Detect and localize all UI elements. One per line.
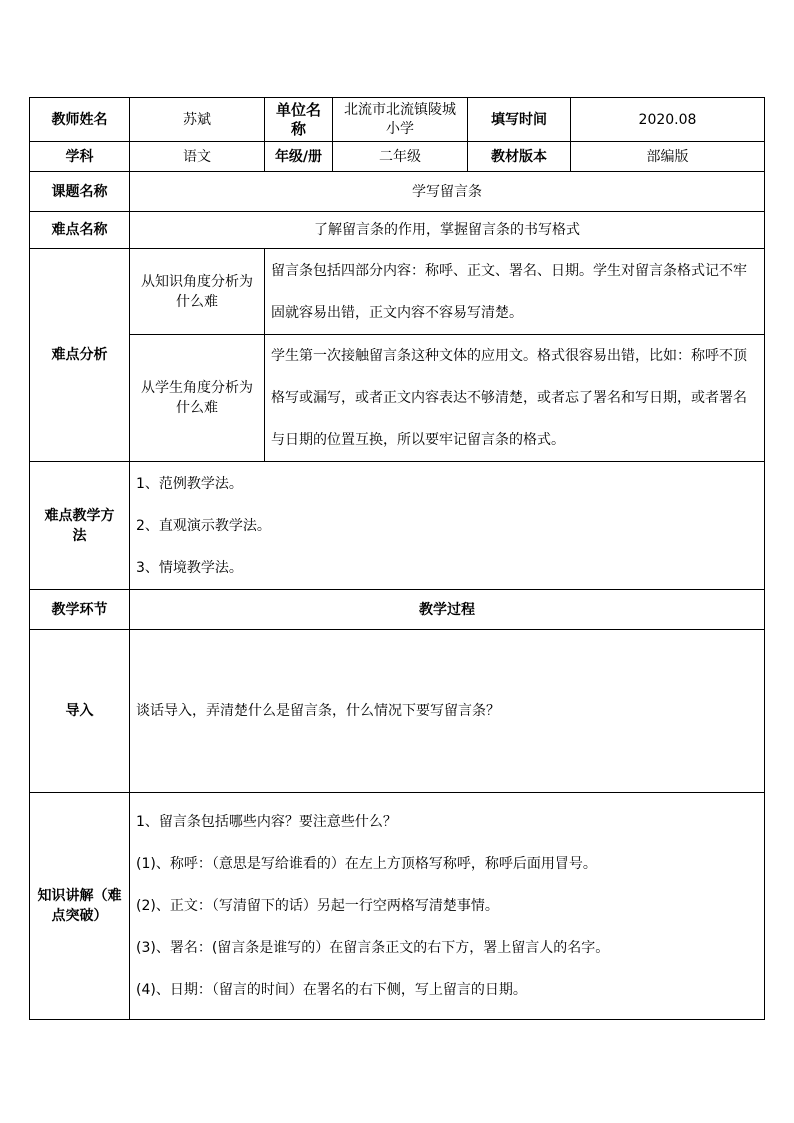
subject-value: 语文 [130, 142, 265, 172]
teacher-name-value: 苏斌 [130, 98, 265, 142]
method-item: 2、直观演示教学法。 [136, 517, 271, 534]
method-item: 1、范例教学法。 [136, 475, 243, 492]
grade-label: 年级/册 [265, 142, 333, 172]
knowledge-angle-text: 留言条包括四部分内容：称呼、正文、署名、日期。学生对留言条格式记不牢固就容易出错，正文内容不容易写清楚。 [265, 249, 765, 335]
knowledge-row [30, 793, 765, 1020]
topic-value: 学写留言条 [130, 172, 765, 212]
knowledge-line: (3)、署名：(留言条是谁写的）在留言条正文的右下方，署上留言人的名字。 [136, 940, 610, 956]
intro-label: 导入 [30, 630, 130, 793]
topic-label: 课题名称 [30, 172, 130, 212]
fill-time-value: 2020.08 [571, 98, 765, 142]
grade-value: 二年级 [333, 142, 468, 172]
process-header: 教学过程 [130, 590, 765, 630]
process-header-row [30, 590, 765, 630]
intro-row [30, 630, 765, 793]
step-header: 教学环节 [30, 590, 130, 630]
unit-label: 单位名称 [265, 98, 333, 142]
knowledge-angle-label: 从知识角度分析为什么难 [130, 249, 265, 335]
analysis-row-student [30, 335, 765, 462]
knowledge-label: 知识讲解（难点突破） [30, 793, 130, 1020]
header-row-2 [30, 142, 765, 172]
difficulty-label: 难点名称 [30, 212, 130, 249]
edition-label: 教材版本 [468, 142, 571, 172]
knowledge-line: (2)、正文：（写清留下的话）另起一行空两格写清楚事情。 [136, 898, 499, 914]
analysis-label: 难点分析 [30, 249, 130, 462]
student-angle-label: 从学生角度分析为什么难 [130, 335, 265, 462]
method-item: 3、情境教学法。 [136, 559, 243, 576]
knowledge-line: 1、留言条包括哪些内容？要注意些什么？ [136, 814, 397, 830]
student-angle-text: 学生第一次接触留言条这种文体的应用文。格式很容易出错，比如：称呼不顶格写或漏写，或者正文内容表达不够清楚，或者忘了署名和写日期，或者署名与日期的位置互换，所以要牢记留言条的格式。 [265, 335, 765, 462]
knowledge-line: (1)、称呼：（意思是写给谁看的）在左上方顶格写称呼，称呼后面用冒号。 [136, 856, 597, 872]
intro-text: 谈话导入，弄清楚什么是留言条，什么情况下要写留言条？ [130, 630, 765, 793]
methods-list [130, 462, 765, 590]
difficulty-value: 了解留言条的作用，掌握留言条的书写格式 [130, 212, 765, 249]
methods-row [30, 462, 765, 590]
header-row-1 [30, 98, 765, 142]
unit-value: 北流市北流镇陵城小学 [333, 98, 468, 142]
analysis-row-knowledge [30, 249, 765, 335]
subject-label: 学科 [30, 142, 130, 172]
lesson-plan-table [29, 97, 765, 1020]
fill-time-label: 填写时间 [468, 98, 571, 142]
teacher-name-label: 教师姓名 [30, 98, 130, 142]
methods-label: 难点教学方法 [30, 462, 130, 590]
difficulty-row [30, 212, 765, 249]
topic-row [30, 172, 765, 212]
edition-value: 部编版 [571, 142, 765, 172]
knowledge-line: (4)、日期：（留言的时间）在署名的右下侧，写上留言的日期。 [136, 982, 527, 998]
knowledge-lines [130, 793, 765, 1020]
